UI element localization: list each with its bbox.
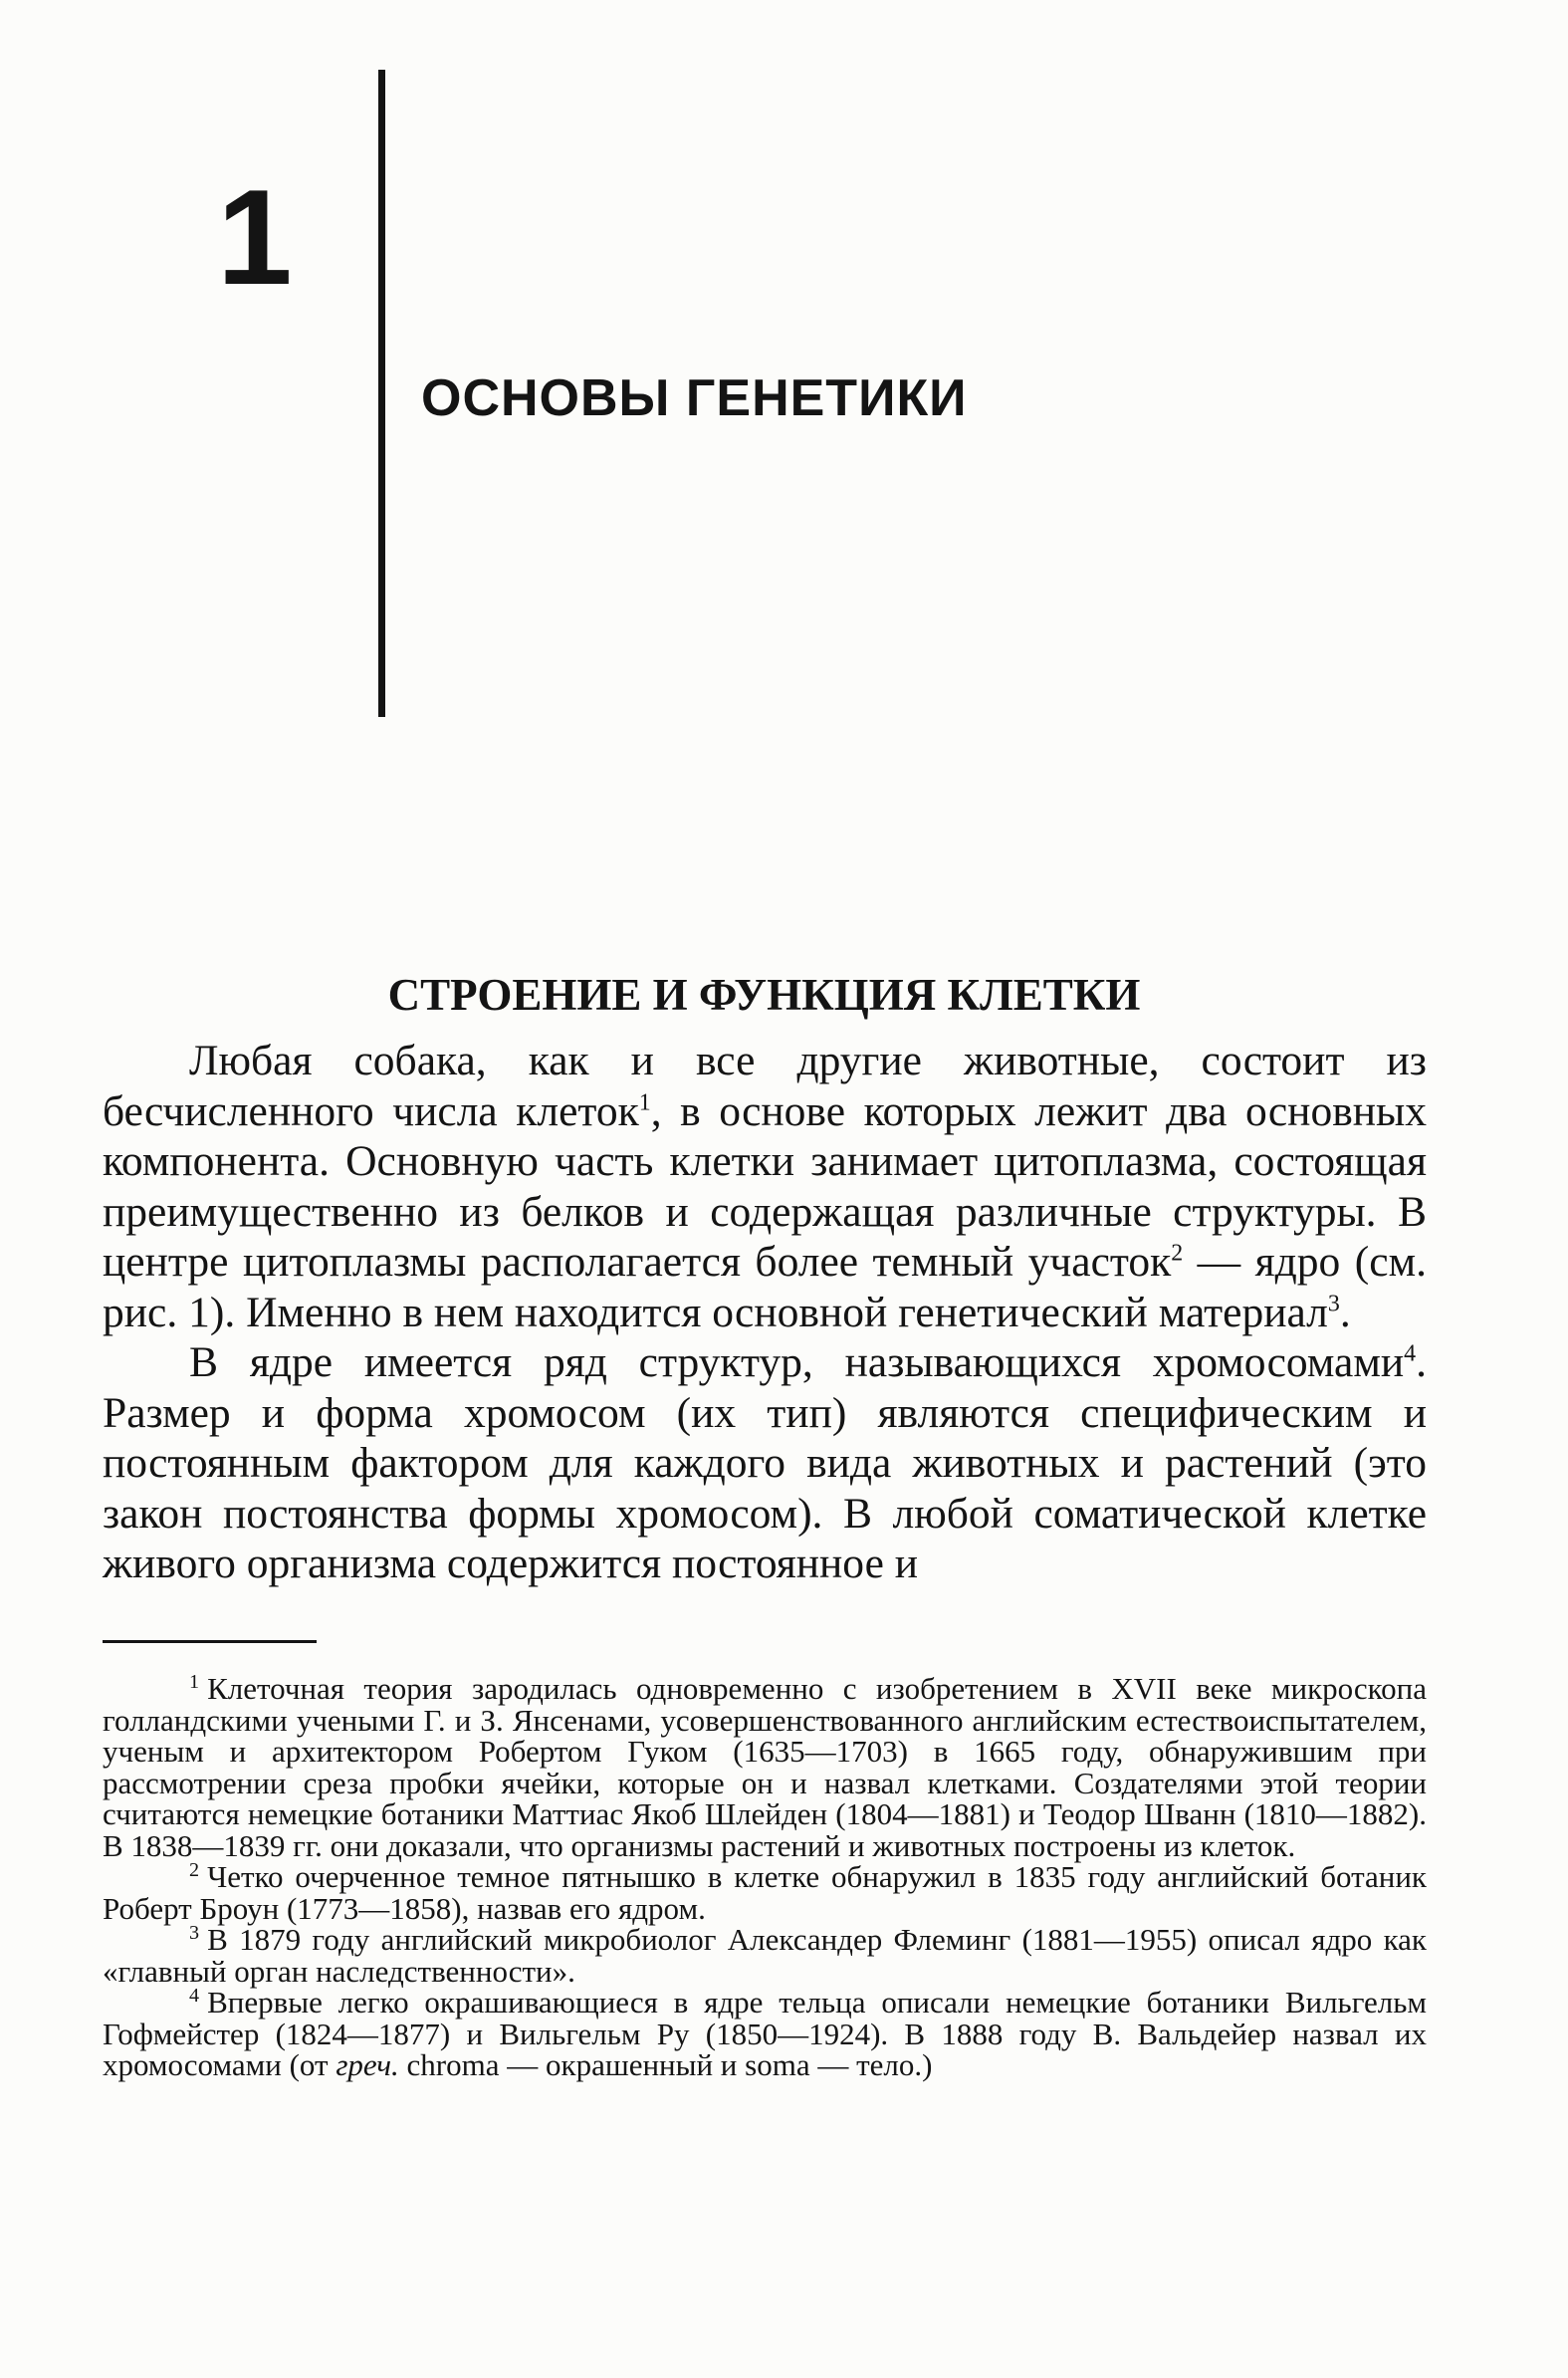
footnote-ref-1: 1 [638,1089,651,1115]
paragraph-1-text: Любая собака, как и все другие животные, состоит из бесчисленного числа клеток [103,1037,1427,1135]
footnote-ref-2: 2 [1171,1240,1184,1267]
paragraph-1-text: , в основе которых лежит два основных компонента. Основную часть клетки занимает цитоплазма, состоящая преимущественно из белков и содержащая различные структуры. В центре цитоплазмы располагается более темный участок [103,1086,1428,1286]
paragraph-2 [103,1337,1427,1589]
paragraph-1-text: — ядро (см. рис. 1). Именно в нем находится основной генетический материал [103,1238,1427,1336]
chapter-title: ОСНОВЫ ГЕНЕТИКИ [421,369,968,427]
footnote-text: В 1879 году английский микробиолог Александер Флеминг (1881—1955) описал ядро как «главный орган наследственности». [103,1922,1427,1989]
footnote-4 [103,1984,1427,2082]
footnote-ref-3: 3 [1327,1291,1340,1316]
paragraph-2-text: . Размер и форма хромосом (их тип) являются специфическим и постоянным фактором для каждого вида животных и растений (это закон постоянства формы хромосом). В любой соматической клетке живого организма содержится постоянное и [103,1338,1427,1587]
footnote-text: Четко очерченное темное пятнышко в клетке обнаружил в 1835 году английский ботаник Роберт Броун (1773—1858), назвав его ядром. [103,1859,1427,1926]
body-text [103,1036,1427,1589]
footnote-rule [103,1640,317,1643]
paragraph-2-text: В ядре имеется ряд структур, называющихся хромосомами [189,1338,1405,1386]
footnote-1 [103,1670,1427,1863]
footnote-ref-4: 4 [1404,1340,1417,1367]
footnote-text: chroma — окрашенный и soma — тело.) [398,2047,933,2082]
footnote-3 [103,1921,1427,1989]
footnotes [103,1670,1427,2082]
section-heading: СТРОЕНИЕ И ФУНКЦИЯ КЛЕТКИ [387,970,1141,1021]
chapter-number: 1 [217,161,291,313]
footnote-mark: 3 [189,1921,200,1944]
footnote-mark: 1 [189,1670,200,1693]
footnote-2 [103,1858,1427,1926]
paragraph-1-text: . [1339,1288,1351,1336]
footnote-text: Клеточная теория зародилась одновременно с изобретением в XVII веке микроскопа голландскими учеными Г. и З. Янсенами, усовершенствованного английским естествоиспытателем, ученым и архитектором Робертом Гуком (1635—1703) в 1665 году, обнаружившим при рассмотрении среза пробки ячейки, которые он и назвал клетками. Создателями этой теории считаются немецкие ботаники Маттиас Якоб Шлейден (1804—1881) и Теодор Шванн (1810—1882). В 1838—1839 гг. они доказали, что организмы растений и животных построены из клеток. [103,1671,1427,1863]
chapter-rule [378,70,385,717]
paragraph-1 [103,1036,1427,1337]
footnote-mark: 2 [189,1858,200,1881]
footnote-text-italic: греч. [336,2047,399,2082]
footnote-text: Впервые легко окрашивающиеся в ядре тельца описали немецкие ботаники Вильгельм Гофмейстер (1824—1877) и Вильгельм Ру (1850—1924). В 1888 году В. Вальдейер назвал их хромосомами (от [103,1985,1427,2082]
footnote-mark: 4 [189,1984,200,2007]
